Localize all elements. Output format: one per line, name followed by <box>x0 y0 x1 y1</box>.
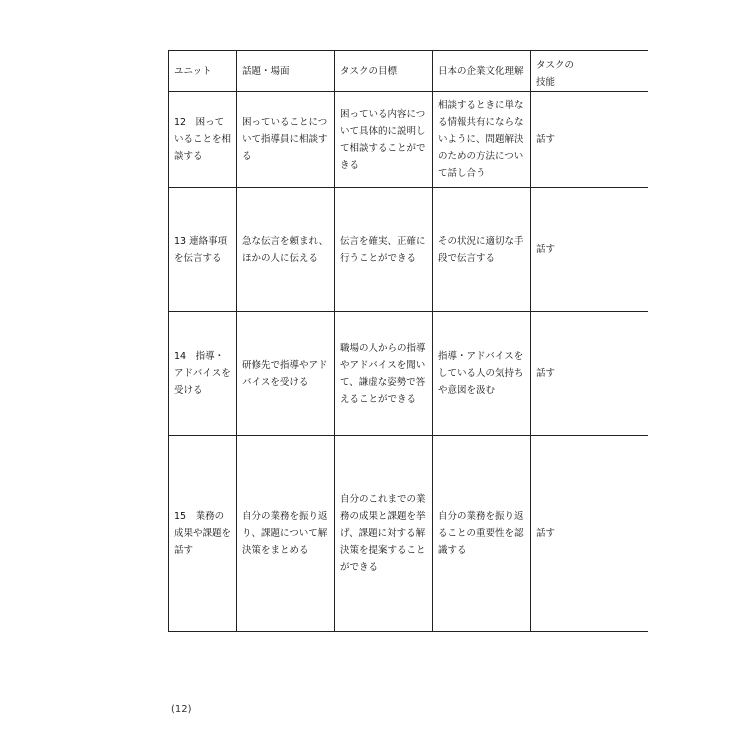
page-number: (12) <box>171 704 192 715</box>
cell-culture: 自分の業務を振り返ることの重要性を認識する <box>433 436 531 632</box>
cell-goal: 困っている内容について具体的に説明して相談することができる <box>335 92 433 188</box>
table-row <box>169 92 648 188</box>
header-skill <box>531 51 648 92</box>
cell-topic: 急な伝言を頼まれ、ほかの人に伝える <box>237 188 335 312</box>
cell-unit: 15 業務の成果や課題を話す <box>169 436 237 632</box>
table-row <box>169 188 648 312</box>
cell-unit: 12 困っていることを相談する <box>169 92 237 188</box>
cell-skill: 話す <box>531 92 648 188</box>
cell-topic: 困っていることについて指導員に相談する <box>237 92 335 188</box>
cell-topic: 研修先で指導やアドバイスを受ける <box>237 312 335 436</box>
task-table <box>168 50 648 632</box>
header-culture: 日本の企業文化理解 <box>433 51 531 92</box>
header-skill-label: タスクの 技能 <box>536 60 575 88</box>
cell-culture: 指導・アドバイスをしている人の気持ちや意図を汲む <box>433 312 531 436</box>
cell-culture: 相談するときに単なる情報共有にならないように、問題解決のための方法について話し合う <box>433 92 531 188</box>
table-row <box>169 312 648 436</box>
cell-goal: 自分のこれまでの業務の成果と課題を挙げ、課題に対する解決策を提案することができる <box>335 436 433 632</box>
cell-goal: 職場の人からの指導やアドバイスを聞いて、謙虚な姿勢で答えることができる <box>335 312 433 436</box>
cell-goal: 伝言を確実、正確に行うことができる <box>335 188 433 312</box>
cell-unit: 14 指導・アドバイスを受ける <box>169 312 237 436</box>
table-header-row <box>169 51 648 92</box>
header-goal: タスクの目標 <box>335 51 433 92</box>
cell-skill: 話す <box>531 436 648 632</box>
cell-topic: 自分の業務を振り返り、課題について解決策をまとめる <box>237 436 335 632</box>
cell-skill: 話す <box>531 188 648 312</box>
cell-unit: 13 連絡事項を伝言する <box>169 188 237 312</box>
header-unit: ユニット <box>169 51 237 92</box>
cell-culture: その状況に適切な手段で伝言する <box>433 188 531 312</box>
table-row <box>169 436 648 632</box>
cell-skill: 話す <box>531 312 648 436</box>
header-topic: 話題・場面 <box>237 51 335 92</box>
